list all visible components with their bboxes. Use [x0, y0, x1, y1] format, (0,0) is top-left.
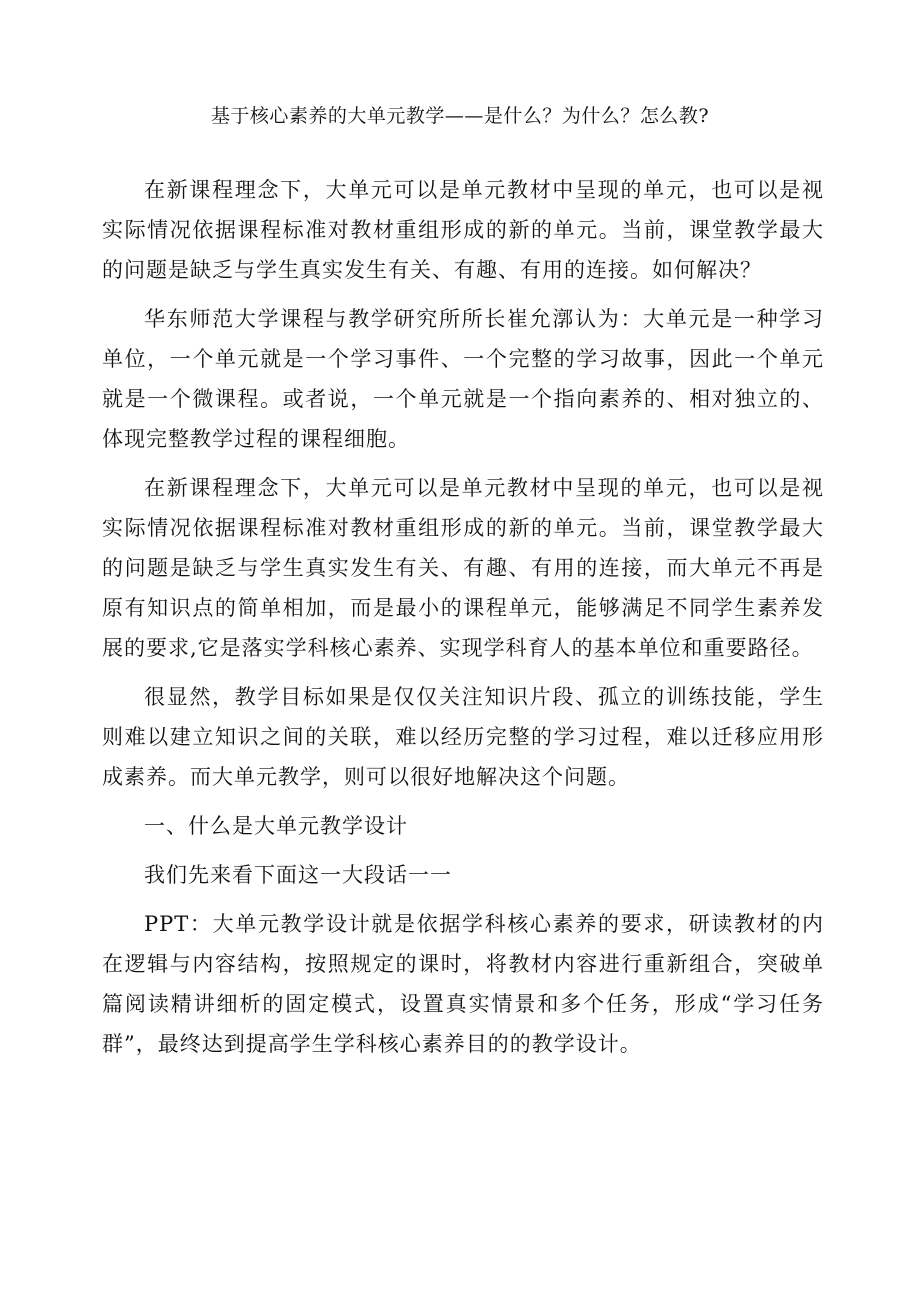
- section-heading: 一、什么是大单元教学设计: [144, 814, 408, 838]
- document-title: 基于核心素养的大单元教学——是什么？为什么？怎么教?: [210, 105, 710, 127]
- paragraph-intro: 在新课程理念下，大单元可以是单元教材中呈现的单元，也可以是视实际情况依据课程标准对教材重组形成的新的单元。当前，课堂教学最大的问题是缺乏与学生真实发生有关、有趣、有用的连接。如何解决？: [102, 178, 824, 282]
- document-body: [102, 170, 824, 1064]
- paragraph-unit-role: 在新课程理念下，大单元可以是单元教材中呈现的单元，也可以是视实际情况依据课程标准对教材重组形成的新的单元。当前，课堂教学最大的问题是缺乏与学生真实发生有关、有趣、有用的连接，而大单元不再是原有知识点的简单相加，而是最小的课程单元，能够满足不同学生素养发展的要求,它是落实学科核心素养、实现学科育人的基本单位和重要路径。: [102, 476, 824, 660]
- paragraph-ppt-definition: PPT：大单元教学设计就是依据学科核心素养的要求，研读教材的内在逻辑与内容结构，按照规定的课时，将教材内容进行重新组合，突破单篇阅读精讲细析的固定模式，设置真实情景和多个任务，形成“学习任务群”，最终达到提高学生学科核心素养目的的教学设计。: [102, 912, 824, 1056]
- paragraph-lead-in: 我们先来看下面这一大段话一一: [144, 863, 452, 887]
- paragraph-definition-quote: 华东师范大学课程与教学研究所所长崔允漷认为：大单元是一种学习单位，一个单元就是一个学习事件、一个完整的学习故事，因此一个单元就是一个微课程。或者说，一个单元就是一个指向素养的、相对独立的、体现完整教学过程的课程细胞。: [102, 307, 824, 451]
- paragraph-teaching-goal: 很显然，教学目标如果是仅仅关注知识片段、孤立的训练技能，学生则难以建立知识之间的关联，难以经历完整的学习过程，难以迁移应用形成素养。而大单元教学，则可以很好地解决这个问题。: [102, 685, 824, 789]
